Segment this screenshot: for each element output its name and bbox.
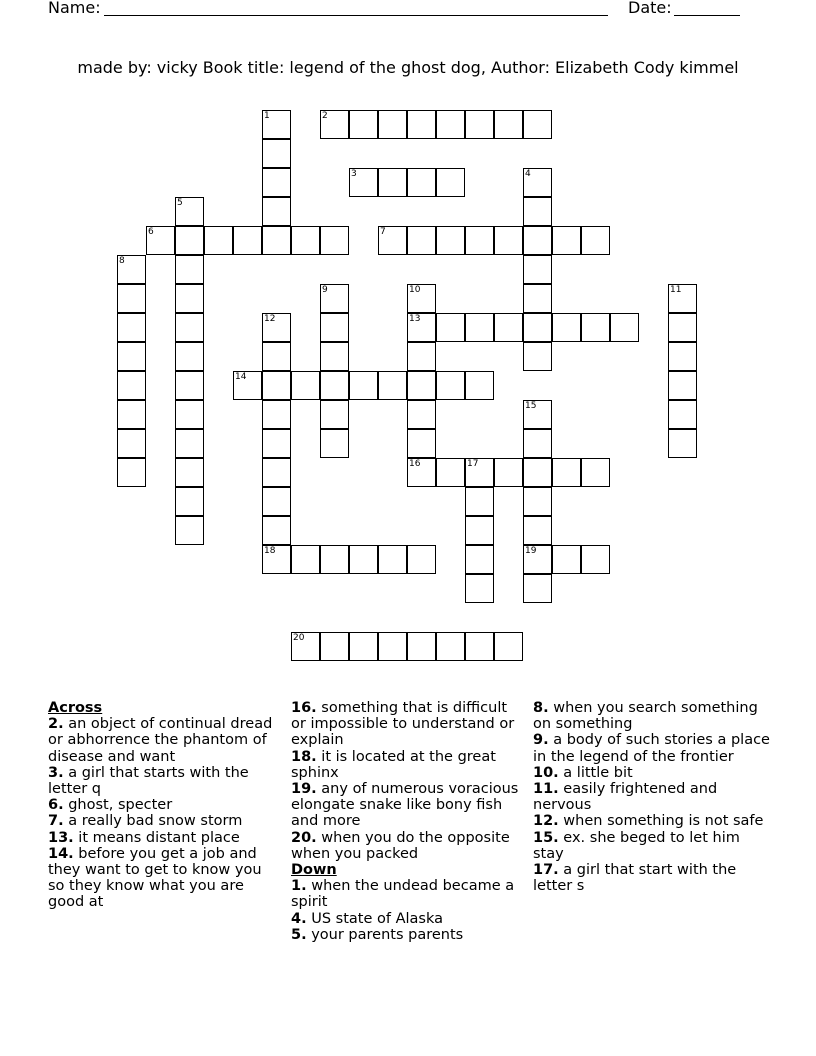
- clue-text: a body of such stories a place in the legend of the frontier: [533, 732, 770, 765]
- grid-cell[interactable]: [465, 458, 494, 487]
- clue-number: 8.: [533, 700, 549, 716]
- grid-cell[interactable]: [407, 342, 436, 371]
- grid-cell[interactable]: [552, 458, 581, 487]
- clue-text: when something is not safe: [563, 813, 764, 830]
- grid-cell[interactable]: [262, 313, 291, 342]
- grid-cell[interactable]: [436, 168, 465, 197]
- grid-cell[interactable]: [465, 371, 494, 400]
- grid-cell[interactable]: [436, 110, 465, 139]
- clue-number: 9.: [533, 732, 549, 749]
- grid-cell[interactable]: [552, 226, 581, 255]
- clue-number: 3: [351, 169, 357, 179]
- grid-cell[interactable]: [494, 632, 523, 661]
- grid-cell[interactable]: [523, 545, 552, 574]
- grid-cell[interactable]: [233, 226, 262, 255]
- grid-cell[interactable]: [407, 545, 436, 574]
- clue-number: 16: [409, 459, 421, 469]
- across-heading: Across: [48, 700, 103, 716]
- clue-item: [291, 749, 523, 781]
- clue-item: [533, 700, 773, 732]
- grid-cell[interactable]: [117, 458, 146, 487]
- grid-cell[interactable]: [320, 342, 349, 371]
- grid-cell[interactable]: [262, 139, 291, 168]
- grid-cell[interactable]: [175, 487, 204, 516]
- clue-text: when you search something on something: [533, 700, 758, 733]
- clue-number: 7.: [48, 813, 64, 830]
- grid-cell[interactable]: [175, 342, 204, 371]
- clue-text: a really bad snow storm: [68, 813, 243, 830]
- grid-cell[interactable]: [320, 284, 349, 313]
- grid-cell[interactable]: [117, 342, 146, 371]
- grid-cell[interactable]: [581, 313, 610, 342]
- grid-cell[interactable]: [175, 458, 204, 487]
- clue-number: 5: [177, 198, 183, 208]
- clue-text: when the undead became a spirit: [291, 878, 515, 911]
- grid-cell[interactable]: [117, 400, 146, 429]
- clue-text: a little bit: [563, 764, 633, 781]
- grid-cell[interactable]: [320, 400, 349, 429]
- grid-cell[interactable]: [262, 168, 291, 197]
- grid-cell[interactable]: [291, 371, 320, 400]
- clue-item: [48, 846, 280, 911]
- grid-cell[interactable]: [320, 545, 349, 574]
- clue-number: 14.: [48, 845, 74, 862]
- grid-cell[interactable]: [291, 226, 320, 255]
- clue-item: [291, 781, 523, 830]
- grid-cell[interactable]: [668, 284, 697, 313]
- grid-cell[interactable]: [175, 429, 204, 458]
- grid-cell[interactable]: [407, 313, 436, 342]
- grid-cell[interactable]: [117, 371, 146, 400]
- clue-number: 15: [525, 401, 537, 411]
- grid-cell[interactable]: [494, 458, 523, 487]
- grid-cell[interactable]: [668, 371, 697, 400]
- grid-cell[interactable]: [436, 371, 465, 400]
- clue-number: 3.: [48, 764, 64, 781]
- grid-cell[interactable]: [552, 313, 581, 342]
- grid-cell[interactable]: [668, 429, 697, 458]
- clue-text: easily frightened and nervous: [533, 781, 718, 814]
- clue-item: [533, 830, 773, 862]
- clue-text: it is located at the great sphinx: [291, 748, 496, 781]
- clue-number: 11: [670, 285, 682, 295]
- grid-cell[interactable]: [581, 545, 610, 574]
- grid-cell[interactable]: [523, 429, 552, 458]
- clue-number: 17: [467, 459, 479, 469]
- grid-cell[interactable]: [407, 429, 436, 458]
- grid-cell[interactable]: [668, 313, 697, 342]
- grid-cell[interactable]: [523, 197, 552, 226]
- grid-cell[interactable]: [523, 458, 552, 487]
- grid-cell[interactable]: [407, 226, 436, 255]
- grid-cell[interactable]: [465, 226, 494, 255]
- clue-text: a girl that start with the letter s: [533, 862, 737, 895]
- clue-number: 2: [322, 111, 328, 121]
- date-label: Date:: [628, 0, 672, 17]
- clue-item: [48, 830, 280, 846]
- grid-cell[interactable]: [262, 429, 291, 458]
- clue-number: 18.: [291, 748, 317, 765]
- grid-cell[interactable]: [320, 110, 349, 139]
- grid-cell[interactable]: [349, 371, 378, 400]
- grid-cell[interactable]: [407, 400, 436, 429]
- grid-cell[interactable]: [320, 429, 349, 458]
- clue-number: 17.: [533, 862, 559, 879]
- grid-cell[interactable]: [436, 458, 465, 487]
- grid-cell[interactable]: [262, 400, 291, 429]
- grid-cell[interactable]: [175, 255, 204, 284]
- clue-number: 13: [409, 314, 421, 324]
- clue-item: [533, 732, 773, 764]
- grid-cell[interactable]: [436, 632, 465, 661]
- grid-cell[interactable]: [407, 632, 436, 661]
- clue-number: 18: [264, 546, 276, 556]
- grid-cell[interactable]: [262, 110, 291, 139]
- clue-number: 1.: [291, 878, 307, 895]
- grid-cell[interactable]: [523, 487, 552, 516]
- grid-cell[interactable]: [320, 632, 349, 661]
- clue-number: 13.: [48, 829, 74, 846]
- grid-cell[interactable]: [262, 516, 291, 545]
- grid-cell[interactable]: [262, 342, 291, 371]
- clue-number: 5.: [291, 926, 307, 943]
- clue-number: 11.: [533, 781, 559, 798]
- grid-cell[interactable]: [407, 168, 436, 197]
- clue-number: 10.: [533, 764, 559, 781]
- grid-cell[interactable]: [175, 516, 204, 545]
- grid-cell[interactable]: [262, 487, 291, 516]
- grid-cell[interactable]: [262, 458, 291, 487]
- clue-text: US state of Alaska: [311, 910, 443, 927]
- grid-cell[interactable]: [349, 168, 378, 197]
- grid-cell[interactable]: [175, 313, 204, 342]
- grid-cell[interactable]: [465, 632, 494, 661]
- clue-number: 12: [264, 314, 276, 324]
- clue-item: [291, 830, 523, 862]
- grid-cell[interactable]: [523, 284, 552, 313]
- grid-cell[interactable]: [523, 342, 552, 371]
- clue-number: 4.: [291, 910, 307, 927]
- clues-column-1: [48, 700, 280, 911]
- grid-cell[interactable]: [436, 226, 465, 255]
- grid-cell[interactable]: [523, 110, 552, 139]
- grid-cell[interactable]: [465, 545, 494, 574]
- grid-cell[interactable]: [320, 226, 349, 255]
- clue-number: 12.: [533, 813, 559, 830]
- clue-number: 9: [322, 285, 328, 295]
- clue-text: a girl that starts with the letter q: [48, 764, 249, 798]
- grid-cell[interactable]: [523, 313, 552, 342]
- grid-cell[interactable]: [523, 516, 552, 545]
- grid-cell[interactable]: [465, 110, 494, 139]
- grid-cell[interactable]: [378, 168, 407, 197]
- grid-cell[interactable]: [378, 110, 407, 139]
- clue-text: an object of continual dread or abhorrence the phantom of disease and want: [48, 716, 273, 765]
- grid-cell[interactable]: [378, 371, 407, 400]
- grid-cell[interactable]: [117, 313, 146, 342]
- clue-number: 2.: [48, 716, 64, 733]
- grid-cell[interactable]: [610, 313, 639, 342]
- grid-cell[interactable]: [465, 516, 494, 545]
- grid-cell[interactable]: [494, 226, 523, 255]
- grid-cell[interactable]: [291, 545, 320, 574]
- grid-cell[interactable]: [117, 255, 146, 284]
- clue-text: it means distant place: [78, 829, 240, 846]
- grid-cell[interactable]: [146, 226, 175, 255]
- grid-cell[interactable]: [262, 226, 291, 255]
- grid-cell[interactable]: [291, 632, 320, 661]
- clue-item: [48, 813, 280, 829]
- clue-item: [533, 813, 773, 829]
- clue-number: 20: [293, 633, 305, 643]
- grid-cell[interactable]: [349, 110, 378, 139]
- clue-number: 7: [380, 227, 386, 237]
- clue-text: any of numerous voracious elongate snake like bony fish and more: [291, 781, 519, 830]
- grid-cell[interactable]: [494, 313, 523, 342]
- grid-cell[interactable]: [204, 226, 233, 255]
- clue-item: [533, 781, 773, 813]
- clue-number: 6.: [48, 797, 64, 814]
- grid-cell[interactable]: [581, 458, 610, 487]
- grid-cell[interactable]: [320, 371, 349, 400]
- grid-cell[interactable]: [378, 226, 407, 255]
- clue-item: [533, 862, 773, 894]
- clue-number: 15.: [533, 829, 559, 846]
- grid-cell[interactable]: [175, 284, 204, 313]
- grid-cell[interactable]: [668, 342, 697, 371]
- grid-cell[interactable]: [523, 226, 552, 255]
- clue-number: 10: [409, 285, 421, 295]
- clue-number: 16.: [291, 700, 317, 716]
- grid-cell[interactable]: [175, 371, 204, 400]
- down-heading: Down: [291, 862, 337, 879]
- clue-item: [48, 765, 280, 797]
- grid-cell[interactable]: [378, 632, 407, 661]
- grid-cell[interactable]: [320, 313, 349, 342]
- grid-cell[interactable]: [407, 371, 436, 400]
- clue-item: [533, 765, 773, 781]
- clue-item: [291, 878, 523, 910]
- clues-column-3: [533, 700, 773, 894]
- grid-cell[interactable]: [233, 371, 262, 400]
- clue-text: ghost, specter: [68, 797, 173, 814]
- grid-cell[interactable]: [407, 458, 436, 487]
- grid-cell[interactable]: [262, 197, 291, 226]
- clue-number: 6: [148, 227, 154, 237]
- clue-number: 14: [235, 372, 247, 382]
- grid-cell[interactable]: [175, 226, 204, 255]
- grid-cell[interactable]: [175, 197, 204, 226]
- clue-text: something that is difficult or impossible to understand or explain: [291, 700, 515, 749]
- clue-item: [48, 797, 280, 813]
- grid-cell[interactable]: [262, 545, 291, 574]
- clues-column-2: [291, 700, 523, 943]
- grid-cell[interactable]: [494, 110, 523, 139]
- grid-cell[interactable]: [668, 400, 697, 429]
- clue-item: [48, 716, 280, 765]
- grid-cell[interactable]: [175, 400, 204, 429]
- clue-number: 20.: [291, 829, 317, 846]
- grid-cell[interactable]: [349, 632, 378, 661]
- clue-number: 4: [525, 169, 531, 179]
- grid-cell[interactable]: [523, 574, 552, 603]
- clue-text: when you do the opposite when you packed: [291, 829, 510, 862]
- clue-item: [291, 911, 523, 927]
- grid-cell[interactable]: [465, 574, 494, 603]
- clue-text: your parents parents: [311, 926, 464, 943]
- grid-cell[interactable]: [407, 110, 436, 139]
- clue-text: ex. she beged to let him stay: [533, 829, 740, 862]
- clue-number: 1: [264, 111, 270, 121]
- grid-cell[interactable]: [523, 168, 552, 197]
- clue-item: [291, 927, 523, 943]
- grid-cell[interactable]: [436, 313, 465, 342]
- grid-cell[interactable]: [465, 487, 494, 516]
- grid-cell[interactable]: [117, 284, 146, 313]
- clue-number: 19.: [291, 781, 317, 798]
- grid-cell[interactable]: [552, 545, 581, 574]
- grid-cell[interactable]: [407, 284, 436, 313]
- grid-cell[interactable]: [465, 313, 494, 342]
- clue-number: 8: [119, 256, 125, 266]
- clue-number: 19: [525, 546, 537, 556]
- clue-text: before you get a job and they want to get to know you so they know what you are good at: [48, 845, 262, 911]
- name-label: Name:: [48, 0, 101, 17]
- grid-cell[interactable]: [523, 400, 552, 429]
- grid-cell[interactable]: [262, 371, 291, 400]
- grid-cell[interactable]: [117, 429, 146, 458]
- grid-cell[interactable]: [378, 545, 407, 574]
- grid-cell[interactable]: [581, 226, 610, 255]
- subtitle: made by: vicky Book title: legend of the ghost dog, Author: Elizabeth Cody kimmel: [77, 58, 739, 77]
- grid-cell[interactable]: [523, 255, 552, 284]
- clue-item: [291, 700, 523, 749]
- grid-cell[interactable]: [349, 545, 378, 574]
